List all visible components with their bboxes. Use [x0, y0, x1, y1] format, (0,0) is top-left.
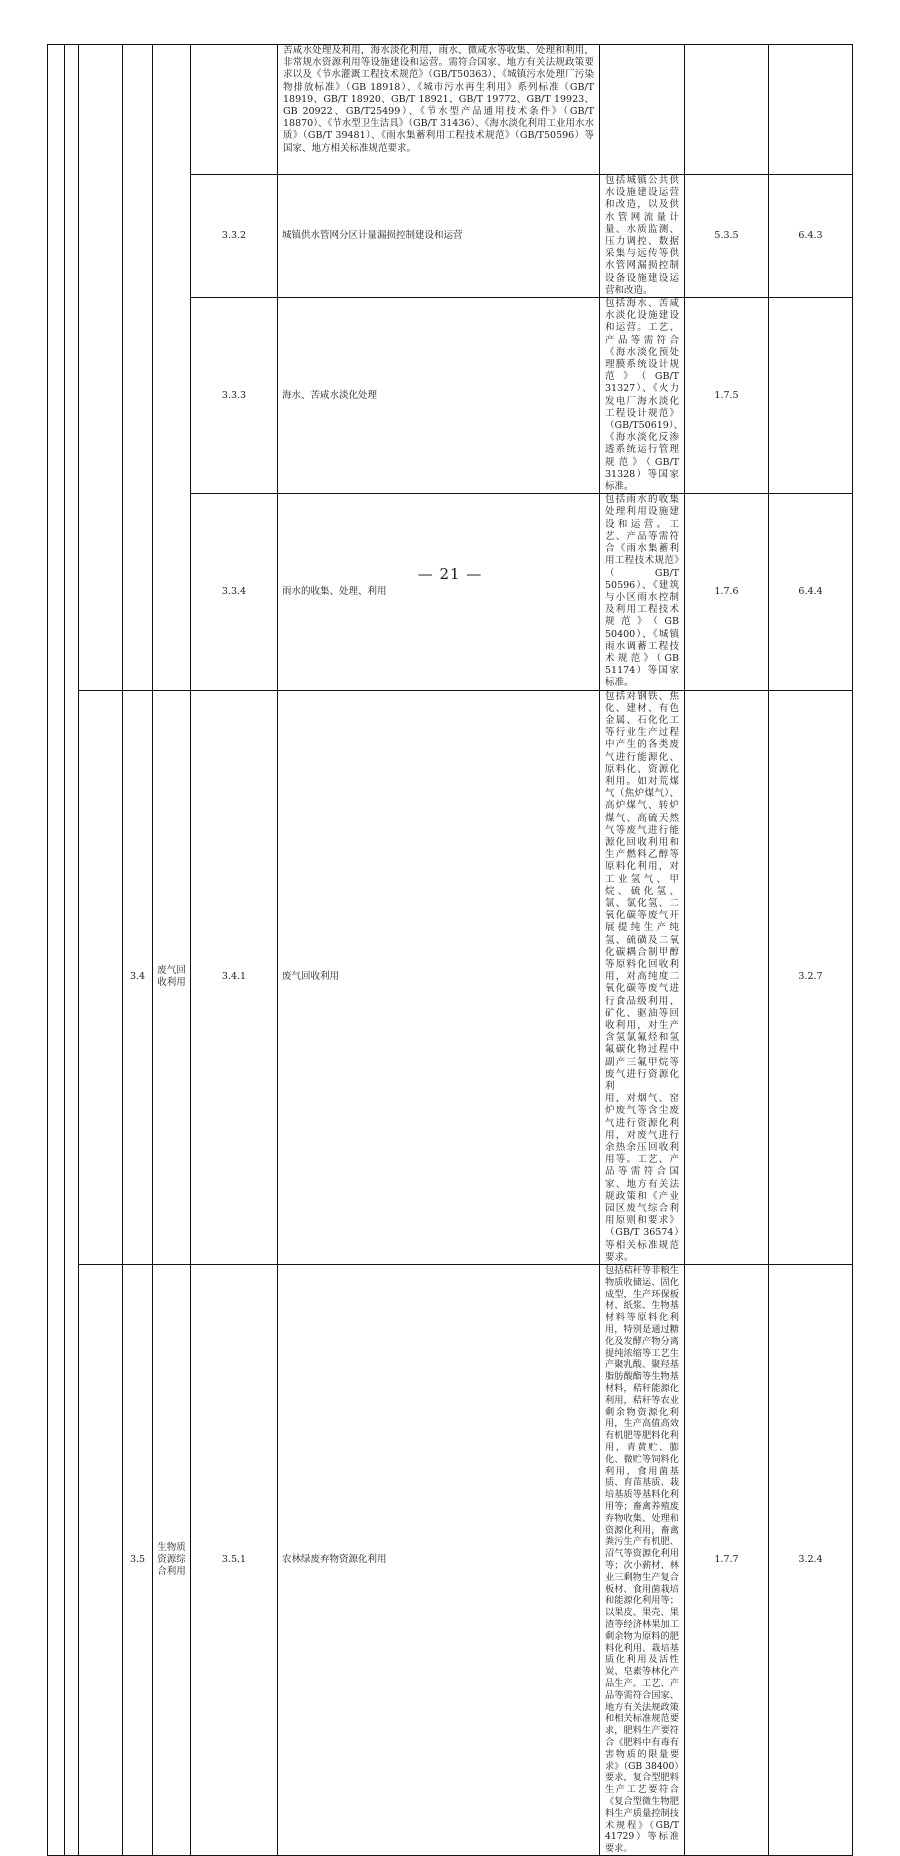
ref1-cell — [685, 690, 769, 1265]
description-cell: 包括秸秆等非粮生物质收储运、固化成型，生产环保板材、纸浆、生物基材料等原料化利用，特别是通过糖化及发酵产物分离提纯浓缩等工艺生产聚乳酸、聚羟基脂肪酸酯等生物基材料，秸秆能源化利用，秸秆等农业剩余物资源化利用，生产高值高效有机肥等肥料化利用，青黄贮、膨化、微贮等饲料化利用，食用菌基质、育苗基质、栽培基质等基料化利用等；畜禽养殖废弃物收集、处理和资源化利用，畜禽粪污生产有机肥、沼气等资源化利用等；次小薪材、林业三剩物生产复合板材、食用菌栽培和能源化利用等；以果皮、果壳、果渣等经济林果加工剩余物为原料的肥料化利用、栽培基质化利用及活性炭、皂素等林化产品生产。工艺、产品等需符合国家、地方有关法规政策和相关标准规范要求，肥料生产要符合《肥料中有毒有害物质的限量要求》（GB 38400）要求，复合型肥料生产工艺要符合《复合型微生物肥料生产质量控制技术规程》（GB/T 41729）等标准要求。 — [600, 1265, 685, 1856]
category-cell: 废气回收利用 — [153, 690, 191, 1265]
level2-cell — [79, 45, 123, 691]
name-cell: 海水、苦咸水淡化处理 — [278, 298, 600, 494]
standards-table — [47, 44, 853, 1856]
code-cell: 3.4.1 — [191, 690, 278, 1265]
code-cell: 3.3.3 — [191, 298, 278, 494]
category-cell — [153, 45, 191, 691]
code-cell: 3.3.2 — [191, 175, 278, 298]
description-cell: 包括海水、苦咸水淡化设施建设和运营。工艺、产品等需符合《海水淡化预处理膜系统设计规范》（GB/T 31327）、《火力发电厂海水淡化工程设计规范》（GB/T50619）、《海水淡化反渗透系统运行管理规范》（GB/T 31328）等国家标准。 — [600, 298, 685, 494]
name-cell: 废气回收利用 — [278, 690, 600, 1265]
num-cell: 3.4 — [123, 690, 153, 1265]
level2-cell — [79, 690, 123, 1265]
ref2-cell: 6.4.3 — [769, 175, 853, 298]
ref1-cell: 1.7.5 — [685, 298, 769, 494]
ref1-cell: 5.3.5 — [685, 175, 769, 298]
name-cell — [191, 45, 278, 175]
num-cell: 3.5 — [123, 1265, 153, 1856]
description-cell: 包括雨水的收集处理利用设施建设和运营。工艺、产品等需符合《雨水集蓄利用工程技术规范》（GB/T 50596）、《建筑与小区雨水控制及利用工程技术规范》（GB 50400）、《城镇雨水调蓄工程技术规范》（GB 51174）等国家标准。 — [600, 494, 685, 690]
description-cell: 包括城镇公共供水设施建设运营和改造，以及供水管网流量计量、水质监测、压力调控、数据采集与远传等供水管网漏损控制设备设施建设运营和改造。 — [600, 175, 685, 298]
page-number: — 21 — — [417, 565, 483, 583]
name-cell: 农林绿废弃物资源化利用 — [278, 1265, 600, 1856]
description-cell: 包括对钢铁、焦化、建材、有色金属、石化化工等行业生产过程中产生的各类废气进行能源化、原料化、资源化利用。如对荒煤气（焦炉煤气）、高炉煤气、转炉煤气、高硫天然气等废气进行能源化回收利用和生产燃料乙醇等原料化利用，对工业氢气、甲烷、硫化氢、氯、氯化氢、二氧化碳等废气开展提纯生产纯氢、硫磺及二氧化碳耦合制甲醇等原料化回收利用，对高纯度二氧化碳等废气进行食品级利用、矿化、驱油等回收利用，对生产含氢氯氟烃和氢氟碳化物过程中副产三氟甲烷等废气进行资源化利 用，对烟气、窑炉废气等含尘废气进行资源化利用，对废气进行余热余压回收利用等。工艺、产品等需符合国家、地方有关法规政策和《产业园区废气综合利用原则和要求》（GB/T 36574）等相关标准规范要求。 — [600, 690, 685, 1265]
description-cell: 苦咸水处理及利用，海水淡化利用，雨水、微咸水等收集、处理和利用，非常规水资源利用等设施建设和运营。需符合国家、地方有关法规政策要求以及《节水灌溉工程技术规范》（GB/T50363）、《城镇污水处理厂污染物排放标准》（GB 18918）、《城市污水再生利用》系列标准（GB/T 18919、GB/T 18920、GB/T 18921、GB/T 19772、GB/T 19923、GB 20922、GB/T25499）、《节水型产品通用技术条件》（GB/T 18870）、《节水型卫生洁具》（GB/T 31436）、《海水淡化利用工业用水水质》（GB/T 39481）、《雨水集蓄利用工程技术规范》（GB/T50596）等国家、地方相关标准规范要求。 — [278, 45, 600, 175]
ref2-cell: 3.2.4 — [769, 1265, 853, 1856]
ref2-cell — [769, 298, 853, 494]
table-row — [48, 690, 853, 1265]
ref1-cell: 1.7.7 — [685, 1265, 769, 1856]
ref1-cell — [600, 45, 685, 175]
name-cell: 城镇供水管网分区计量漏损控制建设和运营 — [278, 175, 600, 298]
code-cell: 3.5.1 — [191, 1265, 278, 1856]
table-row — [48, 45, 853, 175]
name-cell: 雨水的收集、处理、利用 — [278, 494, 600, 690]
ref1-cell: 1.7.6 — [685, 494, 769, 690]
category-cell: 生物质资源综合利用 — [153, 1265, 191, 1856]
ref2-cell: 3.2.7 — [769, 690, 853, 1265]
ref2-cell: 6.4.4 — [769, 494, 853, 690]
code-cell: 3.3.4 — [191, 494, 278, 690]
level1b-cell — [65, 45, 79, 1856]
ref3-cell — [769, 45, 853, 175]
level2-cell — [79, 1265, 123, 1856]
num-cell — [123, 45, 153, 691]
level1-cell — [48, 45, 65, 1856]
ref2-cell — [685, 45, 769, 175]
table-row — [48, 1265, 853, 1856]
